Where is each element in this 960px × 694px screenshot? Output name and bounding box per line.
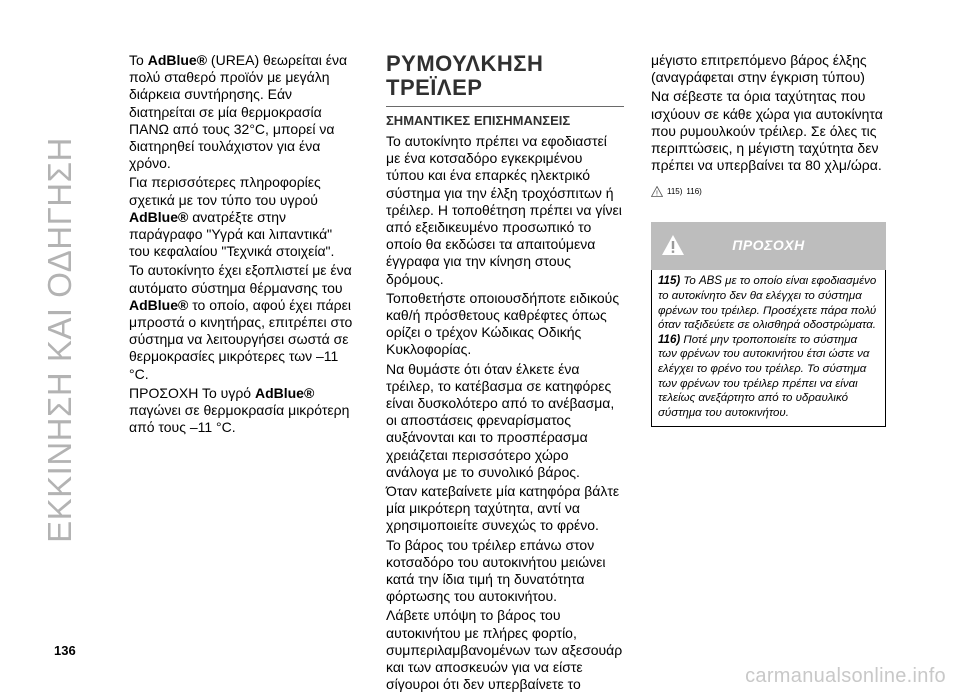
- paragraph: Λάβετε υπόψη το βάρος του αυτοκινήτου με πλήρες φορτίο, συμπεριλαμβανομένων των αξεσουάρ και των αποσκευών για να είστε σίγουροι ότι δεν υπερβαίνετε το: [386, 607, 623, 693]
- paragraph: μέγιστο επιτρεπόμενο βάρος έλξης (αναγράφεται στην έγκριση τύπου): [651, 52, 867, 86]
- warning-body: [651, 270, 886, 427]
- page-number: 136: [54, 643, 76, 658]
- reference-number[interactable]: 115): [667, 186, 683, 196]
- warning-small-icon: [651, 186, 663, 197]
- paragraph: Να θυμάστε ότι όταν έλκετε ένα τρέιλερ, το κατέβασμα σε κατηφόρες είναι δυσκολότερο από το ανέβασμα, οι αποστάσεις φρεναρίσματος αυξάνονται και το προσπέρασμα χρειάζεται περισσότερο χώρο ανάλογα με το συνολικό βάρος.: [386, 360, 615, 480]
- paragraph: Το αυτοκίνητο πρέπει να εφοδιαστεί με ένα κοτσαδόρο εγκεκριμένου τύπου και ένα επαρκές ηλεκτρικό σύστημα για την έλξη τροχόσπιτων ή τρέιλερ. Η τοποθέτηση πρέπει να γίνει από εξειδικευμένο προσωπικό το οποίο θα εκδώσει τα απαιτούμενα έγγραφα για την κίνηση στους δρόμους.: [386, 133, 622, 287]
- warning-header: [651, 222, 886, 270]
- warning-title: ΠΡΟΣΟΧΗ: [732, 237, 805, 254]
- paragraph: ΠΡΟΣΟΧΗ Το υγρό AdBlue® παγώνει σε θερμοκρασία μικρότερη από τους –11 °C.: [129, 384, 350, 436]
- reference-number[interactable]: 116): [686, 186, 702, 196]
- warning-item: 116) Ποτέ μην τροποποιείτε το σύστημα των φρένων του αυτοκινήτου έτσι ώστε να ελέγχει το φρένο του τρέιλερ. Το σύστημα των φρένων του τρέιλερ πρέπει να είναι τελείως ανεξάρτητο από το υδραυλικό σύστημα του αυτοκινήτου.: [658, 333, 870, 419]
- chapter-side-title: ΕΚΚΙΝΗΣΗ ΚΑΙ ΟΔΗΓΗΣΗ: [41, 137, 78, 543]
- paragraph: Τοποθετήστε οποιουσδήποτε ειδικούς καθ/ή πρόσθετους καθρέφτες όπως ορίζει ο τρέχον Κώδικας Οδικής Κυκλοφορίας.: [386, 289, 620, 358]
- paragraph: Το AdBlue® (UREA) θεωρείται ένα πολύ σταθερό προϊόν με μεγάλη διάρκεια συντήρησης. Εάν διατηρείται σε μία θερμοκρασία ΠΑΝΩ από τους 32°C, μπορεί να διατηρηθεί τουλάχιστον για ένα χρόνο.: [129, 52, 348, 172]
- subsection-title: ΣΗΜΑΝΤΙΚΕΣ ΕΠΙΣΗΜΑΝΣΕΙΣ: [386, 113, 571, 128]
- paragraph: Το αυτοκίνητο έχει εξοπλιστεί με ένα αυτόματο σύστημα θέρμανσης του AdBlue® το οποίο, αφού έχει πάρει μπροστά ο κινητήρας, επιτρέπει στο σύστημα να λειτουργήσει σωστά σε θερμοκρασίες μικρότερες των –11 °C.: [129, 262, 353, 382]
- warning-references: [651, 184, 886, 198]
- warning-box: [651, 222, 886, 427]
- paragraph: Το βάρος του τρέιλερ επάνω στον κοτσαδόρο του αυτοκινήτου μειώνει κατά την ίδια τιμή τη δυνατότητα φόρτωσης του αυτοκινήτου.: [386, 536, 606, 605]
- column-left: [129, 52, 356, 436]
- paragraph: Όταν κατεβαίνετε μία κατηφόρα βάλτε μία μικρότερη ταχύτητα, αντί να χρησιμοποιείτε συνεχώς το φρένο.: [386, 483, 620, 534]
- section-title: ΡΥΜΟΥΛΚΗΣΗ ΤΡΕΪΛΕΡ: [386, 52, 624, 107]
- column-middle: [386, 52, 624, 694]
- paragraph: Να σέβεστε τα όρια ταχύτητας που ισχύουν σε κάθε χώρα για αυτοκίνητα που ρυμουλκούν τρέιλερ. Σε όλες τις περιπτώσεις, η μέγιστη ταχύτητα δεν πρέπει να υπερβαίνει τα 80 χλμ/ώρα.: [651, 88, 883, 174]
- warning-item: 115) Το ABS με το οποίο είναι εφοδιασμένο το αυτοκίνητο δεν θα ελέγχει το σύστημα φρένων του τρέιλερ. Προσέχετε πάρα πολύ όταν ταξιδεύετε σε ολισθηρά οδοστρώματα.: [658, 275, 877, 332]
- footer-watermark: carmanualsonline.info: [745, 665, 946, 687]
- svg-text:!: !: [656, 190, 658, 197]
- paragraph: Για περισσότερες πληροφορίες σχετικά με τον τύπο του υγρού AdBlue® ανατρέξτε στην παράγραφο "Υγρά και λιπαντικά" του κεφαλαίου "Τεχνικά στοιχεία".: [129, 174, 335, 260]
- column-right: [651, 52, 886, 427]
